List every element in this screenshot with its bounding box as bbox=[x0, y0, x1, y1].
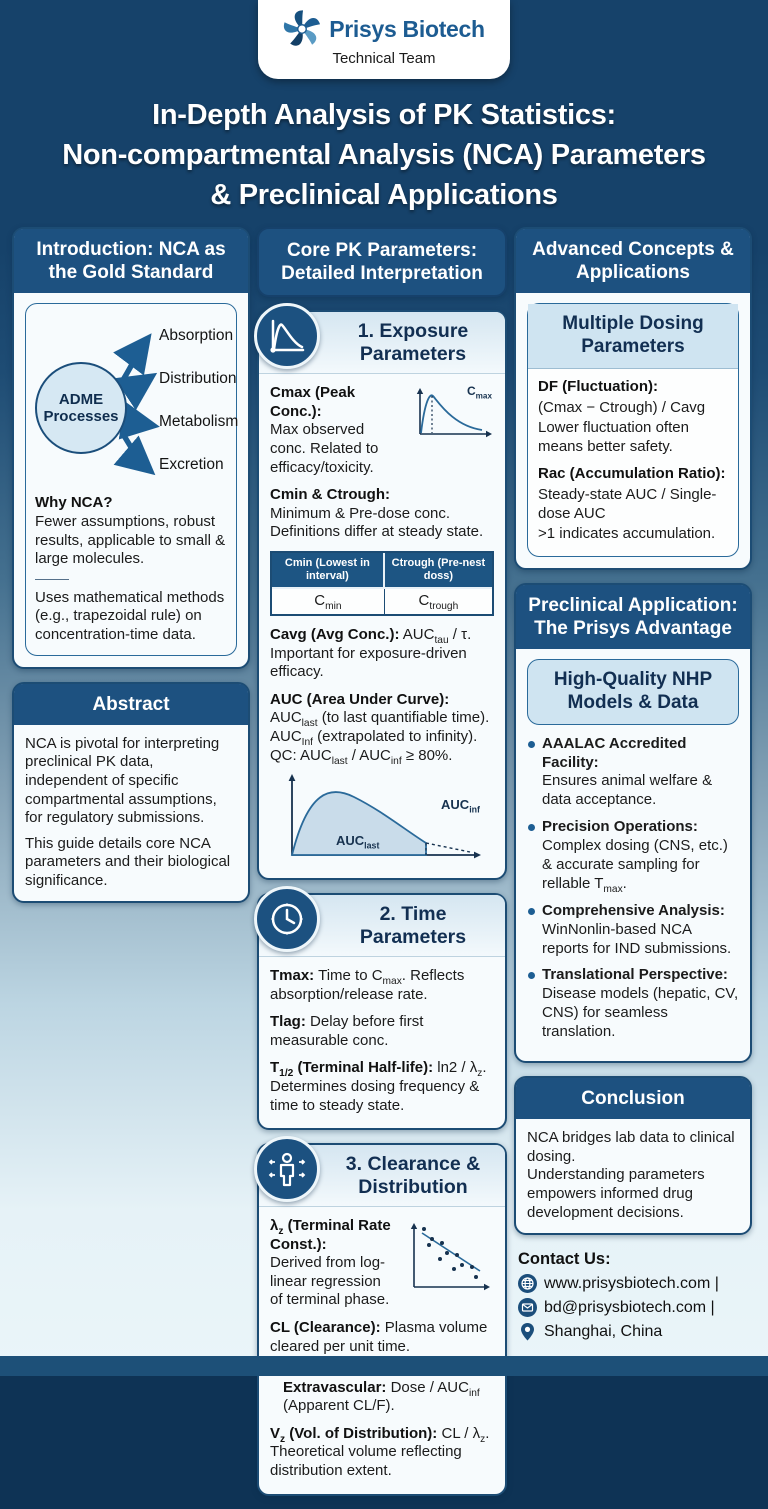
introduction-card-header: Introduction: NCA as the Gold Standard bbox=[14, 229, 248, 293]
clearance-extravascular-line bbox=[283, 1379, 494, 1416]
page-title-line2: Non-compartmental Analysis (NCA) Parameters bbox=[62, 139, 706, 172]
bullet-precision-desc: Complex dosing (CNS, etc.) & accurate sampling for rellable $T_{max}$. bbox=[542, 837, 728, 895]
contact-block bbox=[514, 1248, 752, 1346]
exposure-parameters-title: 1. Exposure Parameters bbox=[357, 320, 469, 365]
conclusion-header: Conclusion bbox=[516, 1078, 750, 1119]
vz-term: $V_z$ (Vol. of Distribution): bbox=[270, 1424, 438, 1445]
multiple-dosing-title: Multiple Dosing Parameters bbox=[528, 304, 738, 369]
df-parameter bbox=[538, 378, 728, 456]
advantage-bullet-list bbox=[527, 735, 739, 1042]
divider bbox=[35, 579, 69, 580]
bullet-comprehensive bbox=[527, 902, 739, 959]
clearance-term: CL (Clearance): bbox=[270, 1318, 381, 1336]
page-title bbox=[0, 95, 768, 215]
time-parameters-card bbox=[257, 893, 507, 1130]
advanced-concepts-header: Advanced Concepts & Applications bbox=[516, 229, 750, 293]
auc-term: AUC (Area Under Curve): bbox=[270, 690, 450, 708]
introduction-inner-box bbox=[25, 303, 237, 655]
adme-label-absorption: Absorption bbox=[159, 327, 234, 345]
bullet-translational-desc: Disease models (hepatic, CV, CNS) for seamless translation. bbox=[542, 985, 739, 1041]
table-cell-cmin: $C_{min}$ bbox=[272, 589, 385, 614]
footer-bar bbox=[0, 1356, 768, 1376]
bullet-comprehensive-desc: WinNonlin-based NCA reports for IND submissions. bbox=[542, 920, 732, 957]
exposure-parameters-card bbox=[257, 310, 507, 880]
auc-line-last: $AUC_{last}$ (to last quantifiable time). bbox=[270, 709, 490, 730]
clock-icon bbox=[254, 886, 320, 952]
multiple-dosing-box bbox=[527, 303, 739, 556]
lambda-z-description: Derived from log-linear regression of terminal phase. bbox=[270, 1254, 390, 1309]
cmax-term: Cmax (Peak Conc.): bbox=[270, 384, 356, 420]
cmin-ctrough-parameter bbox=[270, 486, 494, 542]
lambda-z-term: $\lambda_z$ (Terminal Rate Const.): bbox=[270, 1216, 391, 1253]
rac-formula: Steady-state AUC / Single-dose AUC bbox=[538, 485, 717, 522]
column-core-parameters bbox=[257, 227, 507, 1509]
cavg-description: $AUC_{tau}$ / τ. Important for exposure-driven efficacy. bbox=[270, 625, 472, 681]
auc-line-inf: $AUC_{Inf}$ (extrapolated to infinity). bbox=[270, 727, 478, 748]
cmax-parameter bbox=[270, 384, 494, 477]
clearance-distribution-title-bar bbox=[259, 1145, 505, 1207]
column-introduction bbox=[12, 227, 250, 916]
brand-header-card bbox=[258, 0, 510, 79]
time-parameters-title: 2. Time Parameters bbox=[359, 903, 467, 948]
table-cell-ctrough: $C_{trough}$ bbox=[385, 589, 492, 614]
rac-term: Rac (Accumulation Ratio): bbox=[538, 465, 726, 483]
thalf-term: $T_{1/2}$ (Terminal Half-life): bbox=[270, 1059, 434, 1080]
email-icon bbox=[518, 1298, 537, 1317]
cmax-graph-label: $C_{max}$ bbox=[467, 384, 492, 401]
column-advanced-applications bbox=[514, 227, 752, 1346]
extravascular-term: Extravascular: bbox=[283, 1378, 387, 1396]
contact-email: bd@prisysbiotech.com | bbox=[544, 1298, 715, 1316]
bullet-aaalac-desc: Ensures animal welfare & data acceptance. bbox=[542, 772, 713, 809]
bullet-aaalac bbox=[527, 735, 739, 811]
brand-subtitle: Technical Team bbox=[332, 50, 436, 67]
rac-note: >1 indicates accumulation. bbox=[538, 525, 716, 543]
conclusion-card bbox=[514, 1076, 752, 1235]
table-header-cmin: Cmin (Lowest in interval) bbox=[272, 553, 385, 589]
location-pin-icon bbox=[518, 1322, 537, 1341]
adme-label-distribution: Distribution bbox=[159, 370, 237, 388]
adme-circle: ADME Processes bbox=[35, 362, 127, 454]
conclusion-paragraph-1: NCA bridges lab data to clinical dosing. bbox=[527, 1129, 735, 1165]
bullet-translational-term: Translational Perspective: bbox=[542, 966, 728, 984]
extravascular-description: Dose / $AUC_{inf}$ (Apparent CL/F). bbox=[283, 1378, 480, 1415]
tmax-term: Tmax: bbox=[270, 966, 315, 984]
abstract-card-header: Abstract bbox=[14, 684, 248, 725]
exposure-parameters-title-bar bbox=[259, 312, 505, 374]
bullet-aaalac-term: AAALAC Accredited Facility: bbox=[542, 734, 687, 771]
why-nca-text: Fewer assumptions, robust results, applicable to small & large molecules. bbox=[35, 512, 226, 568]
df-formula: (Cmax − Ctrough) / Cavg bbox=[538, 398, 706, 416]
cmax-description: Max observed conc. Related to efficacy/toxicity. bbox=[270, 421, 379, 476]
adme-diagram bbox=[35, 314, 239, 486]
tmax-description: Time to $C_{max}$. Reflects absorption/release rate. bbox=[270, 966, 465, 1003]
clearance-description: Plasma volume cleared per unit time. bbox=[270, 1318, 488, 1355]
globe-icon bbox=[518, 1274, 537, 1293]
brand-logo-icon bbox=[283, 10, 321, 48]
auc-line-qc: QC: $AUC_{last} / AUC_{inf} \ge 80\%$. bbox=[270, 746, 453, 767]
vz-parameter bbox=[270, 1425, 494, 1481]
tlag-parameter bbox=[270, 1013, 494, 1050]
cavg-parameter bbox=[270, 626, 494, 682]
log-linear-regression-minigraph bbox=[402, 1217, 494, 1293]
thalf-description: $\ln 2 / \lambda_z$. Determines dosing frequency & time to steady state. bbox=[270, 1059, 487, 1114]
body-distribution-icon bbox=[254, 1136, 320, 1202]
bullet-comprehensive-term: Comprehensive Analysis: bbox=[542, 901, 725, 919]
table-header-ctrough: Ctrough (Pre-nest doss) bbox=[385, 553, 492, 589]
advanced-concepts-card bbox=[514, 227, 752, 570]
rac-parameter bbox=[538, 465, 728, 543]
abstract-paragraph-2: This guide details core NCA parameters and their biological significance. bbox=[25, 834, 231, 889]
cmin-ctrough-table bbox=[270, 551, 494, 616]
page-title-line3: & Preclinical Applications bbox=[210, 179, 558, 212]
contact-location: Shanghai, China bbox=[544, 1322, 663, 1340]
auc-parameter bbox=[270, 691, 494, 865]
abstract-card bbox=[12, 682, 250, 904]
df-term: DF (Fluctuation): bbox=[538, 377, 658, 395]
introduction-card bbox=[12, 227, 250, 669]
bullet-translational bbox=[527, 966, 739, 1042]
preclinical-application-card bbox=[514, 583, 752, 1063]
tlag-description: Delay before first measurable conc. bbox=[270, 1013, 424, 1049]
contact-website: www.prisysbiotech.com | bbox=[544, 1274, 719, 1292]
core-parameters-header: Core PK Parameters: Detailed Interpretation bbox=[257, 227, 507, 297]
adme-label-excretion: Excretion bbox=[159, 456, 224, 474]
cmax-minigraph bbox=[410, 384, 494, 440]
auc-last-label: $AUC_{last}$ bbox=[336, 833, 380, 851]
cmin-term: Cmin & Ctrough: bbox=[270, 486, 390, 504]
conclusion-paragraph-2: Understanding parameters empowers informed drug development decisions. bbox=[527, 1166, 705, 1221]
concentration-curve-icon bbox=[254, 303, 320, 369]
lambda-z-parameter bbox=[270, 1217, 494, 1310]
brand-name: Prisys Biotech bbox=[329, 15, 485, 42]
why-nca-title: Why NCA? bbox=[35, 494, 113, 512]
page-title-line1: In-Depth Analysis of PK Statistics: bbox=[152, 99, 616, 131]
tlag-term: Tlag: bbox=[270, 1013, 306, 1031]
methods-text: Uses mathematical methods (e.g., trapezoidal rule) on concentration-time data. bbox=[35, 588, 225, 643]
tmax-parameter bbox=[270, 967, 494, 1004]
cavg-term: Cavg (Avg Conc.): bbox=[270, 625, 400, 643]
preclinical-application-header: Preclinical Application: The Prisys Advantage bbox=[516, 585, 750, 649]
thalf-parameter bbox=[270, 1059, 494, 1115]
auc-diagram bbox=[278, 769, 486, 865]
nhp-models-box: High-Quality NHP Models & Data bbox=[527, 659, 739, 725]
clearance-distribution-title: 3. Clearance & Distribution bbox=[345, 1153, 481, 1198]
time-parameters-title-bar bbox=[259, 895, 505, 957]
cmin-description: Minimum & Pre-dose conc. Definitions differ at steady state. bbox=[270, 504, 484, 541]
contact-title: Contact Us: bbox=[518, 1250, 611, 1269]
bullet-precision-term: Precision Operations: bbox=[542, 818, 698, 836]
abstract-paragraph-1: NCA is pivotal for interpreting preclinical PK data, independent of specific compartmental assumptions, for regulatory submissions. bbox=[25, 734, 220, 827]
vz-description: CL / $\lambda_z$. Theoretical volume reflecting distribution extent. bbox=[270, 1424, 490, 1480]
df-note: Lower fluctuation often means better safety. bbox=[538, 419, 689, 455]
adme-label-metabolism: Metabolism bbox=[159, 413, 239, 431]
auc-inf-label: $AUC_{inf}$ bbox=[441, 797, 480, 815]
clearance-distribution-card bbox=[257, 1143, 507, 1496]
bullet-precision bbox=[527, 818, 739, 894]
